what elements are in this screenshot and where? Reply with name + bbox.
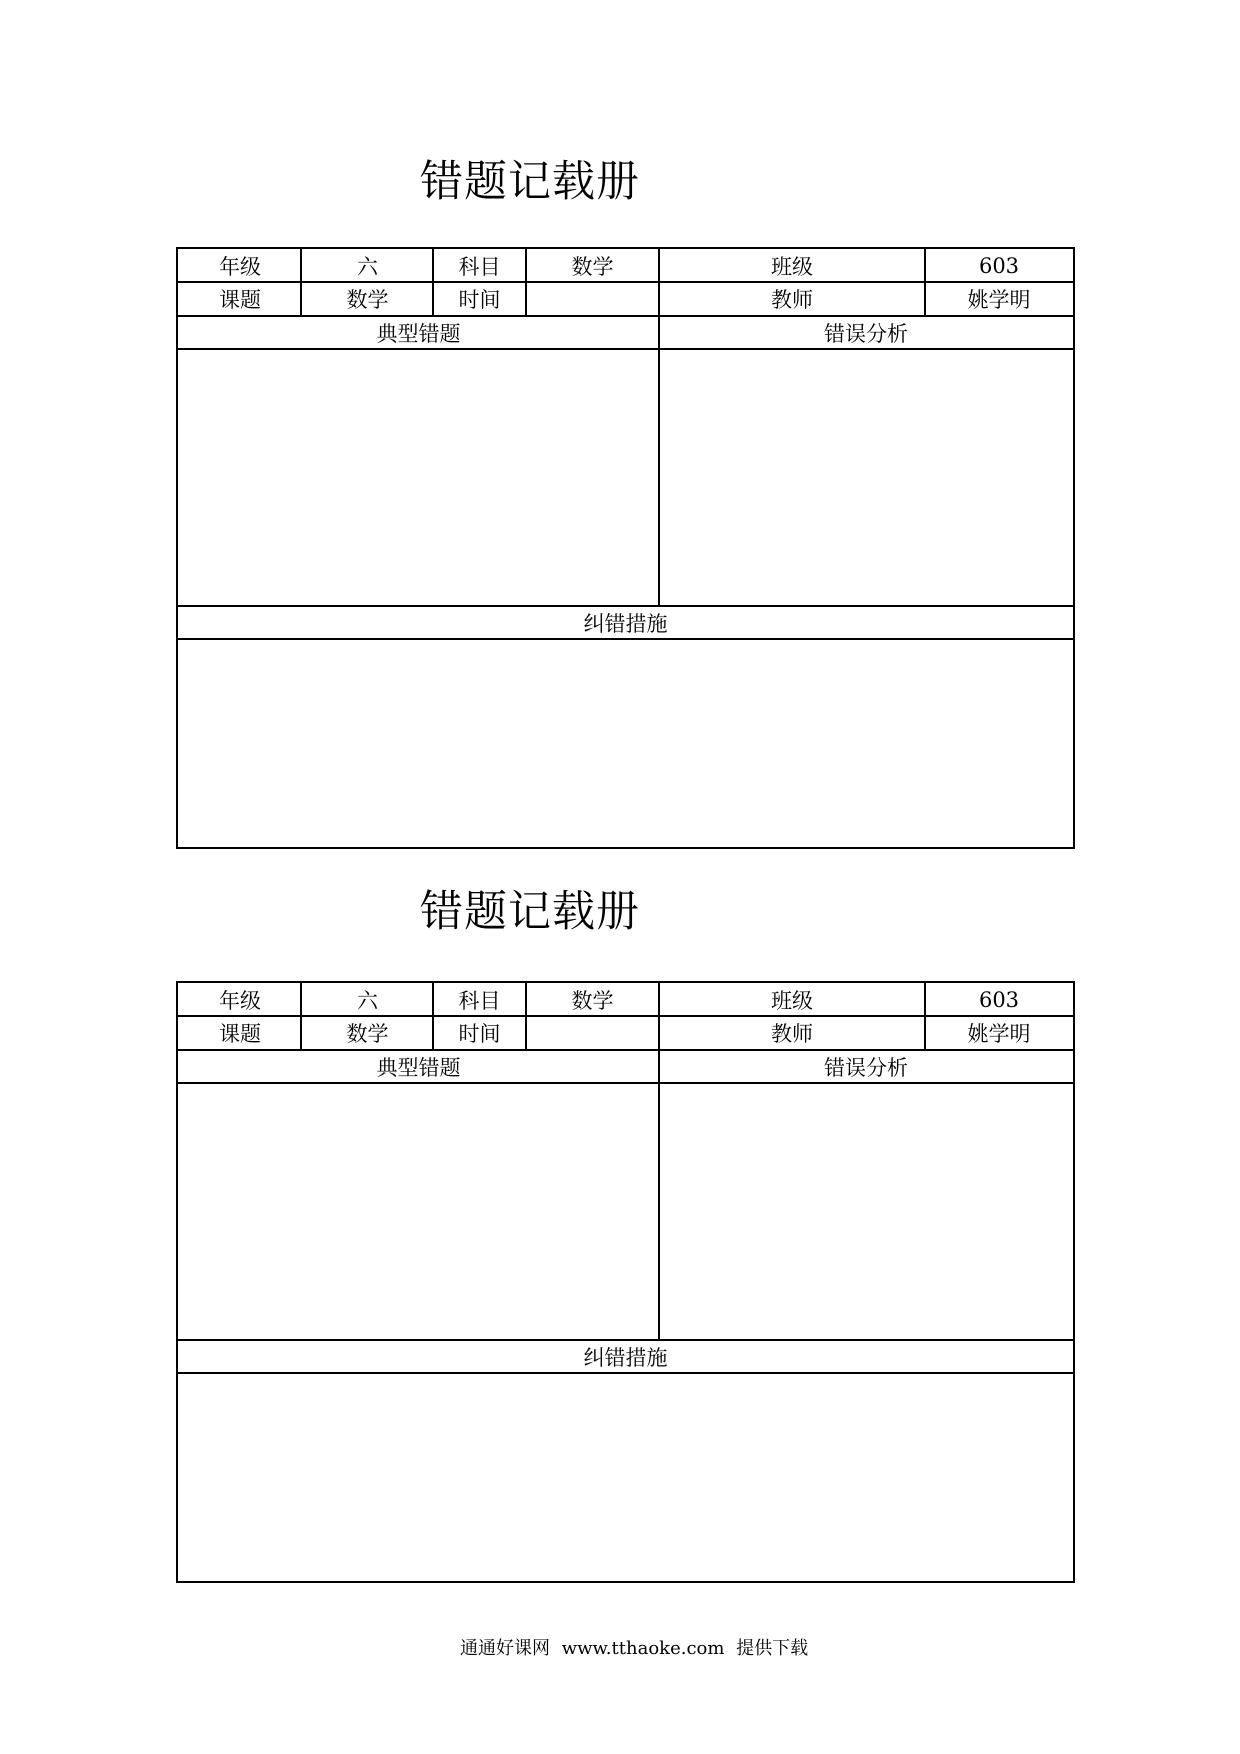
topic-label: 课题 <box>219 1022 261 1046</box>
subject-value: 数学 <box>571 254 614 279</box>
class-value: 603 <box>978 987 1020 1012</box>
subject-label: 科目 <box>458 254 501 279</box>
grade-value: 六 <box>357 254 378 279</box>
grade-label: 年级 <box>219 988 261 1013</box>
teacher-value: 姚学明 <box>967 1022 1031 1046</box>
typical-errors-area[interactable] <box>178 349 659 605</box>
correction-header: 纠错措施 <box>583 1345 668 1370</box>
footer-credit: 通通好课网 www.tthaoke.com 提供下载 <box>460 1638 809 1659</box>
error-analysis-area[interactable] <box>659 349 1073 605</box>
class-value: 603 <box>978 253 1020 278</box>
typical-errors-header: 典型错题 <box>376 1055 461 1080</box>
correction-area[interactable] <box>178 1373 1073 1581</box>
correction-area[interactable] <box>178 639 1073 847</box>
record-2-form <box>176 981 1075 1583</box>
topic-value: 数学 <box>346 288 389 312</box>
error-analysis-header: 错误分析 <box>824 321 908 346</box>
class-label: 班级 <box>771 988 813 1013</box>
record-2-title: 错题记载册 <box>420 887 640 937</box>
correction-header: 纠错措施 <box>583 611 668 636</box>
teacher-label: 教师 <box>771 288 813 312</box>
topic-label: 课题 <box>219 288 261 312</box>
subject-value: 数学 <box>571 988 614 1013</box>
typical-errors-area[interactable] <box>178 1083 659 1339</box>
grade-value: 六 <box>357 988 378 1013</box>
error-analysis-area[interactable] <box>659 1083 1073 1339</box>
subject-label: 科目 <box>458 988 501 1013</box>
typical-errors-header: 典型错题 <box>376 321 461 346</box>
topic-value: 数学 <box>346 1022 389 1046</box>
time-value <box>526 282 659 316</box>
teacher-label: 教师 <box>771 1022 813 1046</box>
time-label: 时间 <box>458 288 501 312</box>
error-analysis-header: 错误分析 <box>824 1055 908 1080</box>
time-label: 时间 <box>458 1022 501 1046</box>
teacher-value: 姚学明 <box>967 288 1031 312</box>
time-value <box>526 1016 659 1050</box>
record-1-title: 错题记载册 <box>420 157 640 207</box>
class-label: 班级 <box>771 254 813 279</box>
grade-label: 年级 <box>219 254 261 279</box>
record-1-form <box>176 247 1075 849</box>
